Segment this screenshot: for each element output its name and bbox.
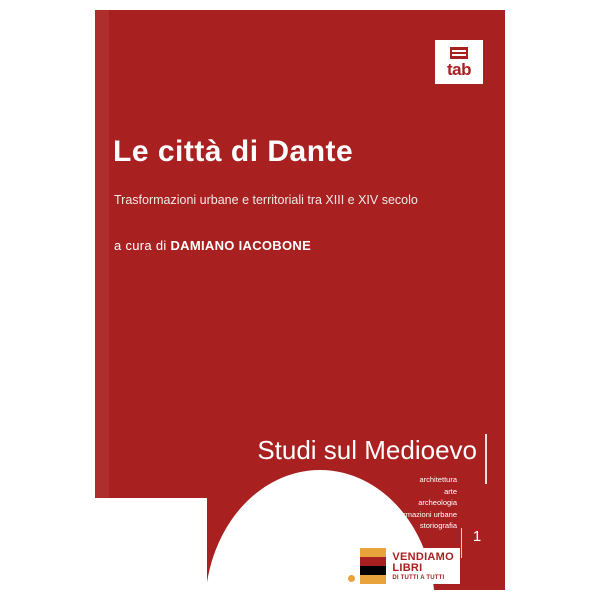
publisher-logo-text: tab <box>447 59 471 79</box>
list-item: architettura <box>419 474 457 484</box>
list-item: arte <box>444 486 457 496</box>
list-item: archeologia <box>418 498 457 508</box>
publisher-logo-mark-icon <box>450 47 468 59</box>
promo-line-1: VENDIAMO <box>392 550 454 563</box>
promo-line-3: DI TUTTI A TUTTI <box>392 574 445 581</box>
book-cover <box>95 10 505 590</box>
publisher-logo <box>435 40 483 84</box>
series-title: Studi sul Medioevo <box>257 435 477 465</box>
promo-badge <box>360 548 460 584</box>
series-number: 1 <box>465 528 489 558</box>
series-divider <box>485 434 487 484</box>
book-subtitle: Trasformazioni urbane e territoriali tra XIII e XIV secolo <box>114 193 418 207</box>
editor-prefix: a cura di <box>114 238 171 253</box>
list-item: storiografia <box>419 521 457 531</box>
decorative-bottom-block <box>95 498 207 590</box>
promo-line-2: LIBRI <box>392 561 423 574</box>
editor-name: DAMIANO IACOBONE <box>170 238 312 253</box>
book-title: Le città di Dante <box>113 135 354 168</box>
book-editor <box>114 238 494 255</box>
promo-text <box>386 548 460 584</box>
promo-stripes <box>360 548 386 584</box>
list-item: trasformazioni urbane <box>384 509 457 519</box>
keyword-list <box>384 474 457 532</box>
